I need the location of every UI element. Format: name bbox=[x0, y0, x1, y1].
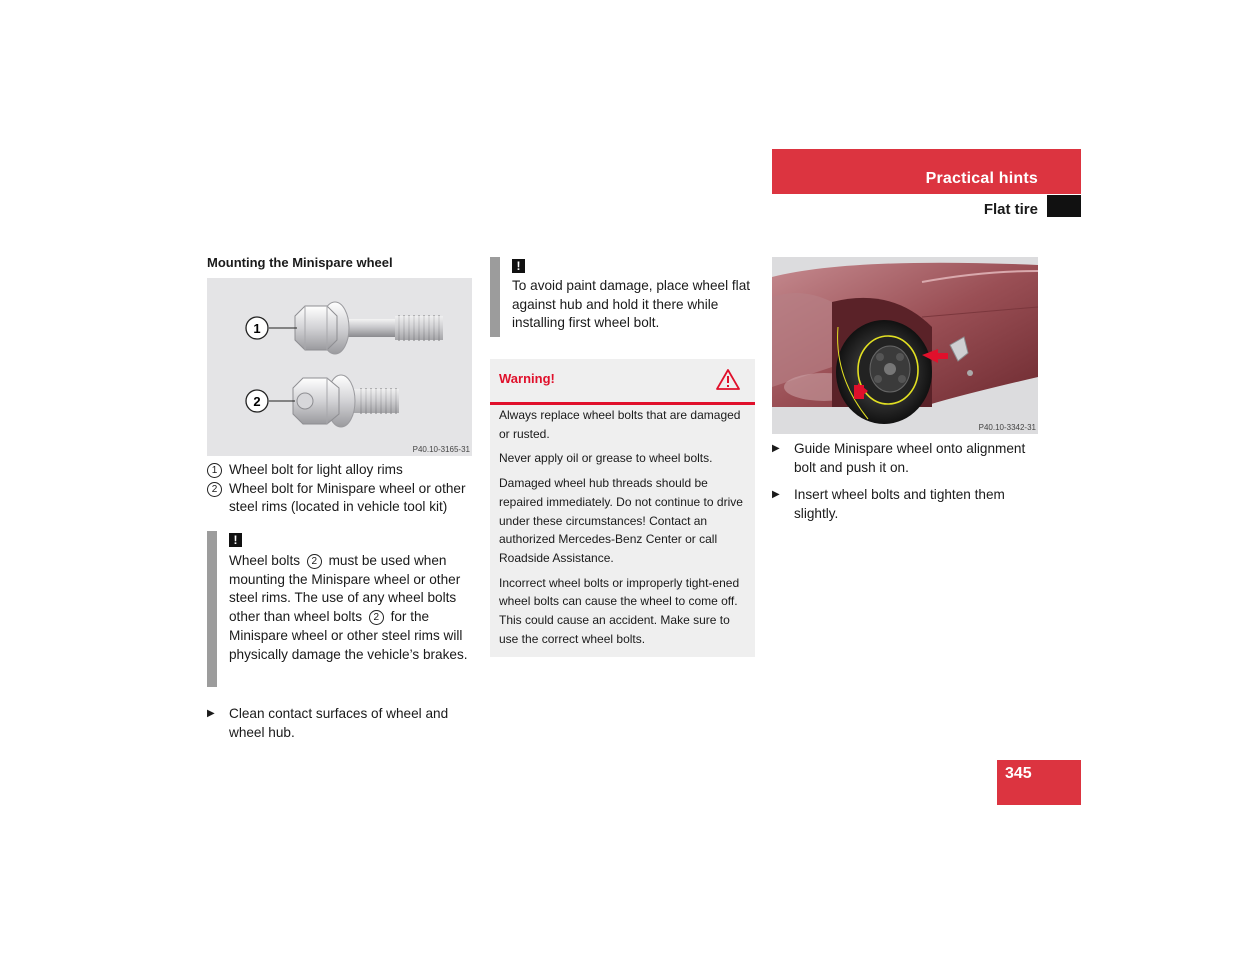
alloy-rim-bolt bbox=[295, 302, 443, 354]
figure-code: P40.10-3165-31 bbox=[412, 445, 470, 454]
warning-box bbox=[490, 359, 755, 657]
legend-item bbox=[207, 480, 472, 517]
note-bar bbox=[490, 257, 500, 337]
note-icon: ! bbox=[229, 531, 242, 549]
page-heading: Mounting the Minispare wheel bbox=[207, 255, 393, 270]
legend-number: 1 bbox=[207, 463, 222, 478]
legend-item bbox=[207, 461, 472, 480]
warning-body bbox=[499, 406, 749, 654]
step-item: ▶ Clean contact surfaces of wheel and wheel hub. bbox=[207, 705, 472, 742]
warning-paragraph: Incorrect wheel bolts or improperly tight-ened wheel bolts can cause the wheel to come off. This could cause an accident. Make sure to use the correct wheel bolts. bbox=[499, 575, 740, 646]
warning-title: Warning! bbox=[499, 371, 555, 386]
note-icon: ! bbox=[512, 257, 525, 275]
legend-text: Wheel bolt for Minispare wheel or other steel rims (located in vehicle tool kit) bbox=[229, 480, 466, 515]
warning-paragraph: Always replace wheel bolts that are damaged or rusted. bbox=[499, 408, 741, 441]
header-tab-marker bbox=[1047, 195, 1081, 217]
note-text: Wheel bolts 2 must be used when mounting the Minispare wheel or other steel rims. The use of any wheel bolts other than wheel bolts 2 for the Minispare wheel or other steel rims will physically damage the vehicle’s brakes. bbox=[229, 553, 468, 662]
steps-list bbox=[772, 440, 1038, 524]
ref-number: 2 bbox=[307, 554, 322, 569]
note-text: To avoid paint damage, place wheel flat against hub and hold it there while installing first wheel bolt. bbox=[512, 278, 751, 331]
minispare-wheel-figure bbox=[772, 257, 1038, 434]
callout-2-label: 2 bbox=[253, 394, 261, 409]
warning-paragraph: Damaged wheel hub threads should be repaired immediately. Do not continue to drive under these circumstances! Contact an authorized Mercedes-Benz Center or call Roadside Assistance. bbox=[499, 476, 743, 565]
subsection-title: Flat tire bbox=[983, 201, 1038, 218]
legend-text: Wheel bolt for light alloy rims bbox=[229, 462, 403, 477]
legend-number: 2 bbox=[207, 482, 222, 497]
page-number-tab bbox=[997, 760, 1081, 805]
page-number: 345 bbox=[1005, 765, 1032, 782]
section-title: Practical hints bbox=[925, 170, 1038, 187]
note-bar bbox=[207, 531, 217, 687]
wheel-bolts-figure bbox=[207, 278, 472, 456]
figure-code: P40.10-3342-31 bbox=[978, 423, 1036, 432]
ref-number: 2 bbox=[369, 610, 384, 625]
bullet-arrow-icon: ▶ bbox=[207, 708, 215, 719]
step-item: ▶ Insert wheel bolts and tighten them slightly. bbox=[772, 486, 1038, 523]
step-item: ▶ Guide Minispare wheel onto alignment bolt and push it on. bbox=[772, 440, 1038, 477]
bullet-arrow-icon: ▶ bbox=[772, 489, 780, 501]
callout-1-label: 1 bbox=[253, 321, 261, 336]
steel-rim-bolt bbox=[293, 375, 399, 427]
figure-legend bbox=[207, 461, 472, 517]
bullet-arrow-icon: ▶ bbox=[772, 443, 780, 454]
warning-triangle-icon bbox=[715, 368, 741, 391]
car-minispare-illustration bbox=[772, 257, 1038, 434]
warning-paragraph: Never apply oil or grease to wheel bolts. bbox=[499, 451, 713, 466]
warning-header bbox=[490, 359, 755, 405]
wheel-bolts-illustration bbox=[207, 278, 472, 456]
